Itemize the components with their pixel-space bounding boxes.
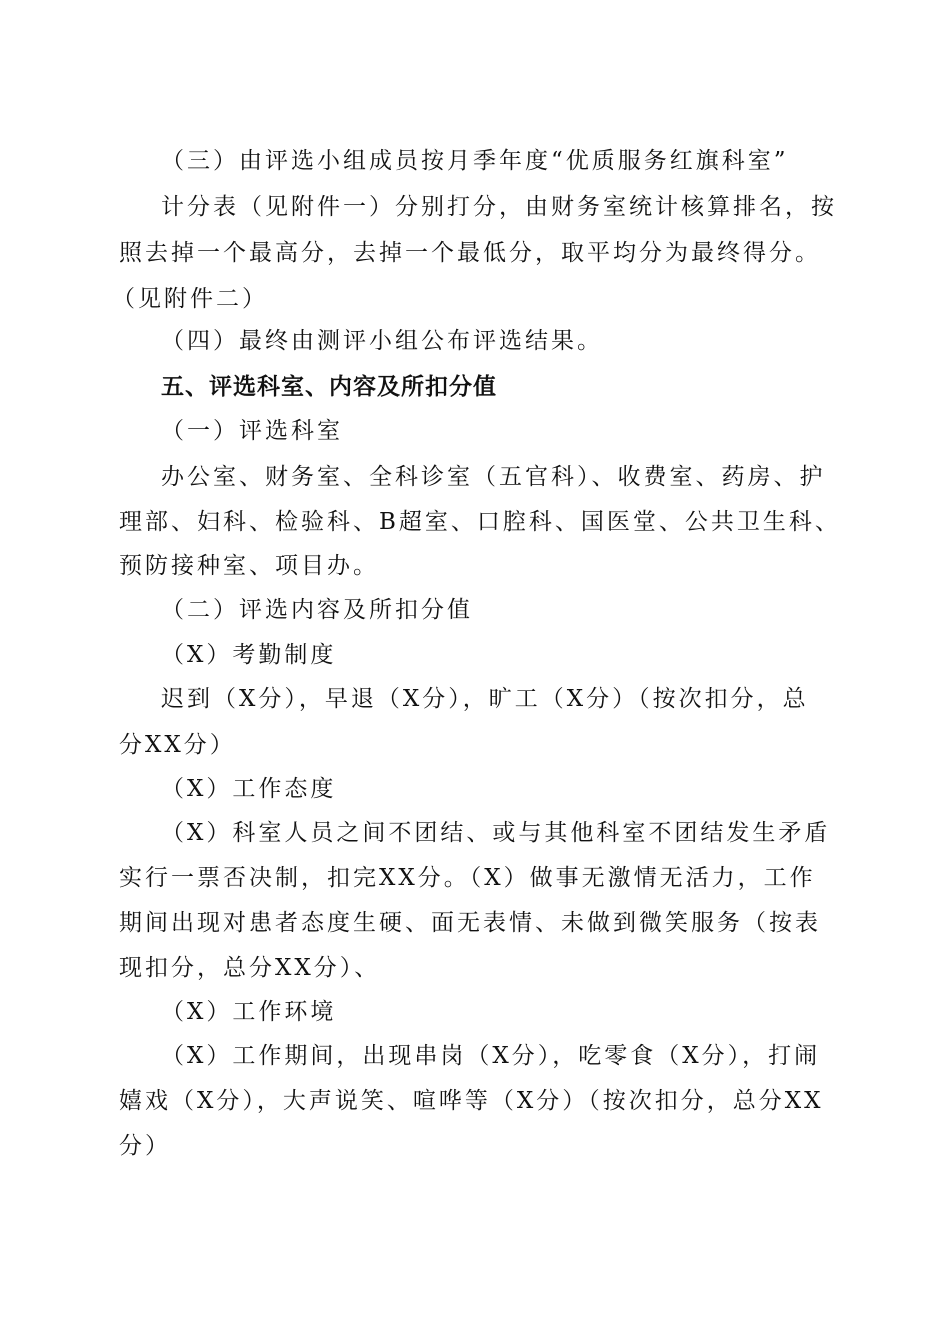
section-heading: 五、评选科室、内容及所扣分值: [161, 374, 497, 400]
subsection-heading: （二）评选内容及所扣分值: [161, 597, 473, 623]
item-heading: （X）工作态度: [161, 776, 337, 802]
paragraph-line: 办公室、财务室、全科诊室（五官科）、收费室、药房、护: [161, 464, 826, 490]
paragraph-line: 实行一票否决制，扣完XX分。（X）做事无激情无活力，工作: [119, 865, 816, 891]
paragraph-line: 嬉戏（X分），大声说笑、喧哗等（X分）（按次扣分，总分XX: [119, 1088, 824, 1114]
paragraph-line: 迟到（X分），早退（X分），旷工（X分）（按次扣分，总: [161, 686, 809, 712]
paragraph-line: （三）由评选小组成员按月季年度“优质服务红旗科室”: [161, 148, 789, 174]
paragraph-line: 照去掉一个最高分，去掉一个最低分，取平均分为最终得分。: [119, 240, 821, 266]
item-heading: （X）考勤制度: [161, 642, 337, 668]
paragraph-line: 分）: [119, 1133, 171, 1159]
item-heading: （X）工作环境: [161, 999, 337, 1025]
paragraph-line: 计分表（见附件一）分别打分，由财务室统计核算排名，按: [161, 194, 837, 220]
paragraph-line: （四）最终由测评小组公布评选结果。: [161, 328, 603, 354]
paragraph-line: 期间出现对患者态度生硬、面无表情、未做到微笑服务（按表: [119, 910, 821, 936]
paragraph-line: 现扣分，总分XX分）、: [119, 955, 381, 981]
paragraph-line: 理部、妇科、检验科、B超室、口腔科、国医堂、公共卫生科、: [119, 509, 841, 535]
subsection-heading: （一）评选科室: [161, 418, 343, 444]
paragraph-line: （见附件二）: [112, 286, 268, 312]
paragraph-line: 分XX分）: [119, 732, 236, 758]
paragraph-line: 预防接种室、项目办。: [119, 553, 379, 579]
paragraph-line: （X）工作期间，出现串岗（X分），吃零食（X分），打闹: [161, 1043, 821, 1069]
paragraph-line: （X）科室人员之间不团结、或与其他科室不团结发生矛盾: [161, 820, 831, 846]
